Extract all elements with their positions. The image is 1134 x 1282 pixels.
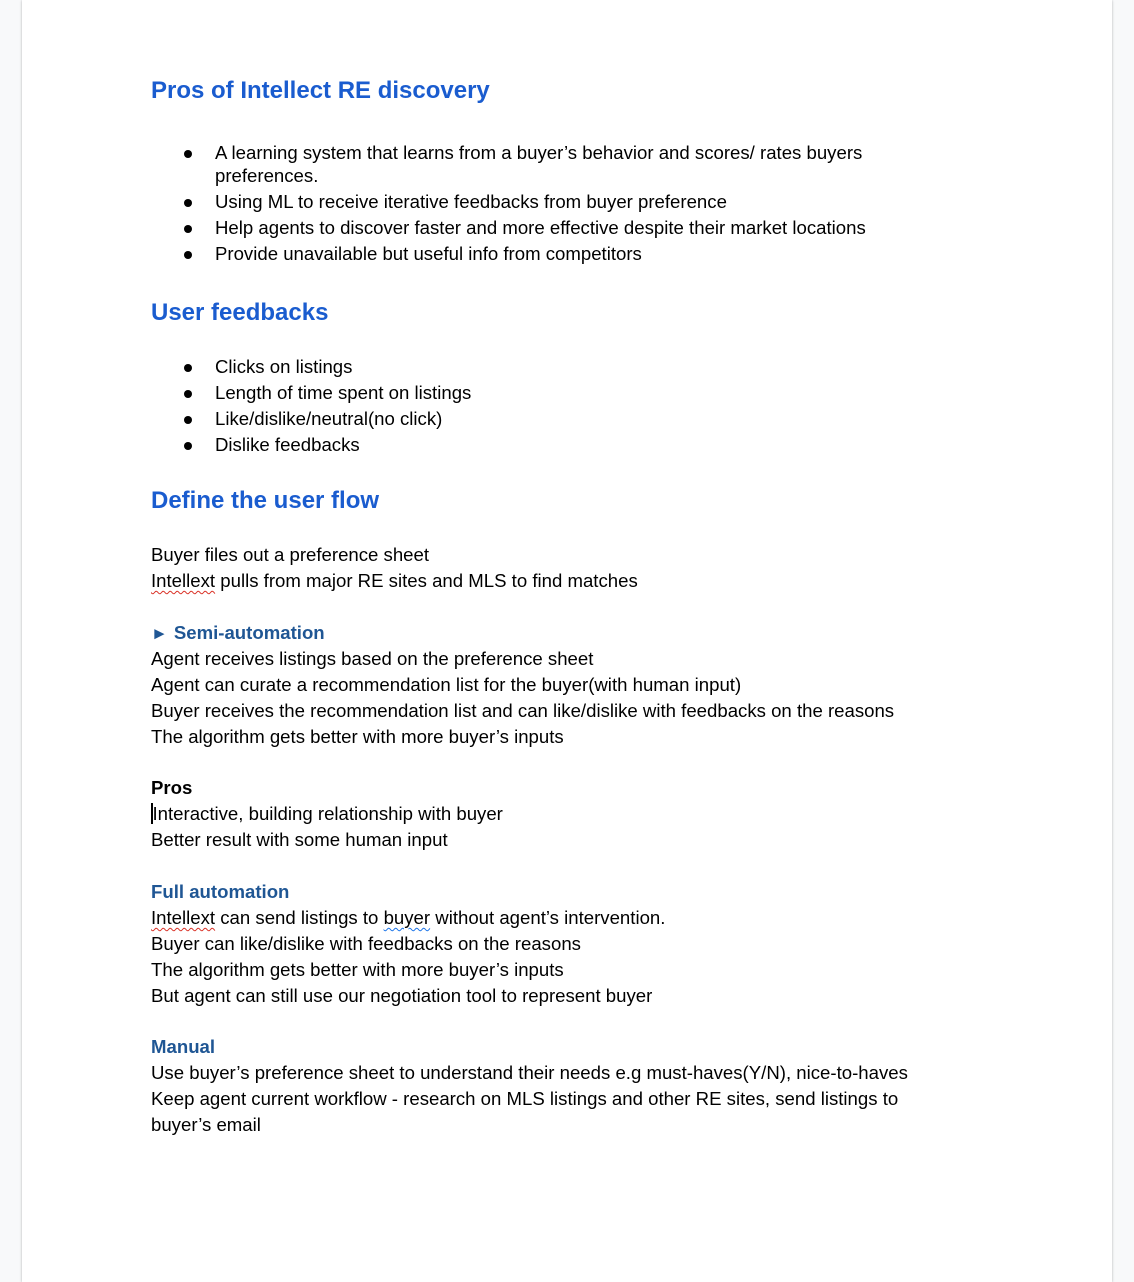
paragraph-line bbox=[151, 568, 971, 594]
paragraph-line bbox=[151, 905, 971, 931]
paragraph-line: Buyer can like/dislike with feedbacks on the reasons bbox=[151, 933, 581, 954]
user-flow-paragraph bbox=[151, 542, 971, 594]
bullet-icon bbox=[184, 199, 192, 207]
paragraph-line bbox=[151, 801, 971, 827]
list-item-text: Help agents to discover faster and more effective despite their market locations bbox=[215, 216, 866, 238]
heading-full-automation: Full automation bbox=[151, 881, 290, 902]
list-item-text: Like/dislike/neutral(no click) bbox=[215, 408, 443, 429]
heading-semi-automation bbox=[151, 621, 325, 646]
paragraph-text: can send listings to bbox=[215, 907, 384, 928]
semi-automation-paragraph bbox=[151, 646, 971, 750]
manual-paragraph bbox=[151, 1060, 971, 1137]
paragraph-line: Use buyer’s preference sheet to understand their needs e.g must-haves(Y/N), nice-to-haves bbox=[151, 1062, 908, 1083]
heading-text: Semi-automation bbox=[173, 622, 325, 643]
list-item-text: Provide unavailable but useful info from competitors bbox=[215, 242, 642, 264]
heading-user-feedbacks: User feedbacks bbox=[151, 299, 329, 326]
bullet-icon bbox=[184, 364, 192, 372]
list-item-text: Clicks on listings bbox=[215, 356, 353, 377]
list-item bbox=[151, 382, 931, 405]
heading-manual: Manual bbox=[151, 1036, 216, 1057]
triangle-right-icon: ► bbox=[151, 624, 168, 643]
paragraph-line: The algorithm gets better with more buyer’s inputs bbox=[151, 726, 564, 747]
bullet-icon bbox=[184, 150, 192, 158]
list-item bbox=[151, 434, 931, 457]
paragraph-text: without agent’s intervention. bbox=[430, 907, 666, 928]
list-item bbox=[151, 408, 931, 431]
spellcheck-word[interactable]: Intellext bbox=[151, 570, 216, 591]
list-item bbox=[151, 191, 931, 214]
heading-pros: Pros bbox=[151, 777, 193, 798]
paragraph-line: The algorithm gets better with more buyer’s inputs bbox=[151, 959, 564, 980]
user-feedbacks-list bbox=[151, 356, 931, 460]
bullet-icon bbox=[184, 442, 192, 450]
pros-paragraph bbox=[151, 801, 971, 853]
document-page[interactable] bbox=[22, 0, 1112, 1282]
list-item-text: A learning system that learns from a buyer’s behavior and scores/ rates buyers preferences. bbox=[215, 142, 863, 186]
list-item bbox=[151, 356, 931, 379]
list-item-text: Using ML to receive iterative feedbacks from buyer preference bbox=[215, 190, 727, 212]
paragraph-text: pulls from major RE sites and MLS to find matches bbox=[215, 570, 638, 591]
list-item-text: Length of time spent on listings bbox=[215, 382, 472, 403]
heading-user-flow: Define the user flow bbox=[151, 487, 380, 514]
list-item bbox=[151, 142, 931, 187]
paragraph-line: Buyer files out a preference sheet bbox=[151, 544, 430, 565]
pros-discovery-list bbox=[151, 142, 931, 269]
bullet-icon bbox=[184, 390, 192, 398]
bullet-icon bbox=[184, 225, 192, 233]
heading-pros-discovery: Pros of Intellect RE discovery bbox=[151, 77, 490, 104]
list-item-text: Dislike feedbacks bbox=[215, 434, 360, 455]
paragraph-line: Agent receives listings based on the preference sheet bbox=[151, 648, 594, 669]
paragraph-line: Agent can curate a recommendation list for the buyer(with human input) bbox=[151, 674, 742, 695]
full-automation-paragraph bbox=[151, 905, 971, 1009]
list-item bbox=[151, 243, 931, 266]
bullet-icon bbox=[184, 416, 192, 424]
bullet-icon bbox=[184, 251, 192, 259]
paragraph-line: Buyer receives the recommendation list and can like/dislike with feedbacks on the reasons bbox=[151, 700, 895, 721]
paragraph-line: Keep agent current workflow - research on MLS listings and other RE sites, send listings to buyer’s email bbox=[151, 1088, 899, 1135]
grammar-suggestion-word[interactable]: buyer bbox=[383, 907, 431, 928]
list-item bbox=[151, 217, 931, 240]
paragraph-text: Interactive, building relationship with buyer bbox=[152, 803, 503, 824]
spellcheck-word[interactable]: Intellext bbox=[151, 907, 216, 928]
paragraph-line: Better result with some human input bbox=[151, 829, 448, 850]
paragraph-line: But agent can still use our negotiation tool to represent buyer bbox=[151, 985, 653, 1006]
